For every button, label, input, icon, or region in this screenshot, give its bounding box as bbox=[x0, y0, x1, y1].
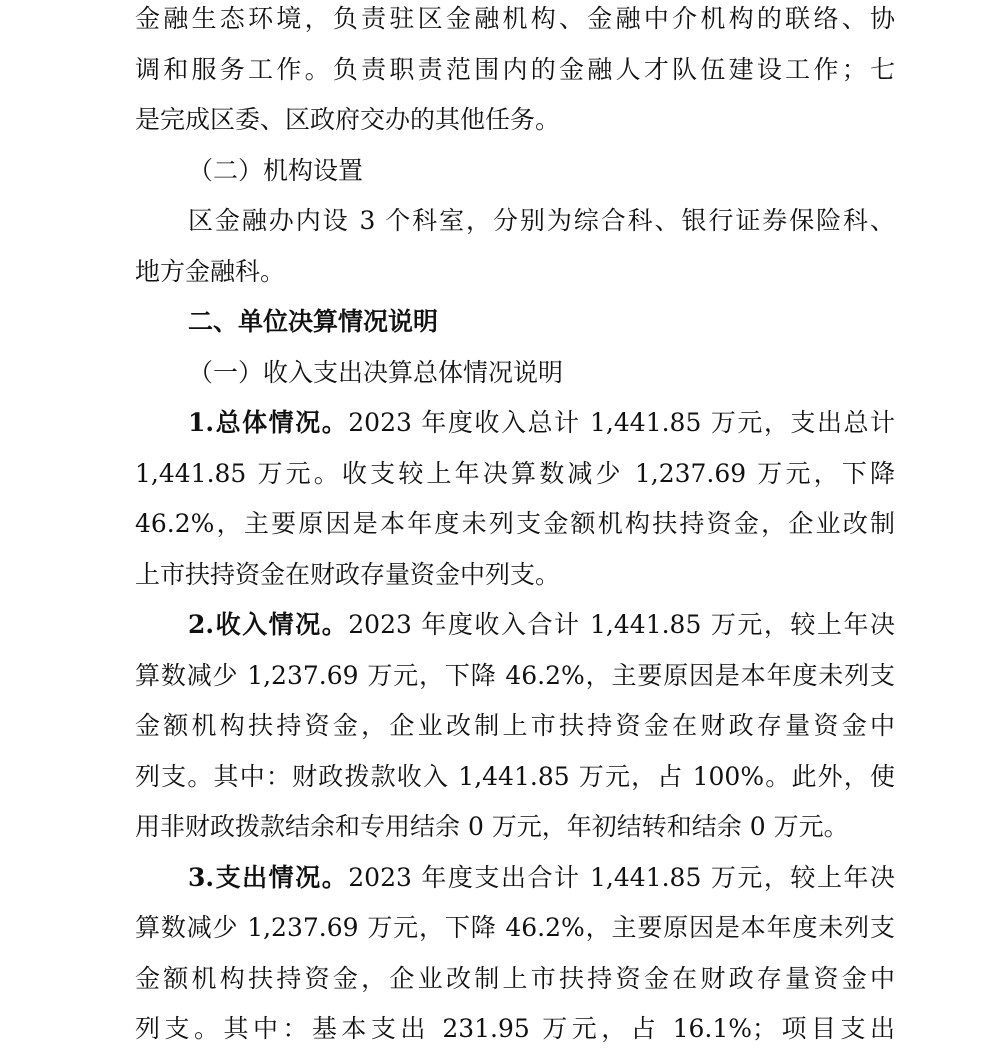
section-heading: （二）机构设置 bbox=[188, 155, 364, 185]
subsection-heading: （一）收入支出决算总体情况说明 bbox=[188, 357, 564, 387]
text-line: 列支。其中：基本支出 231.95 万元，占 16.1%；项目支出 bbox=[135, 1014, 895, 1043]
text-line-content: 2023 年度支出合计 1,441.85 万元，较上年决 bbox=[348, 862, 895, 892]
text-line-content: 2023 年度收入总计 1,441.85 万元，支出总计 bbox=[348, 408, 895, 437]
text-line: 地方金融科。 bbox=[135, 256, 286, 286]
text-line: 调和服务工作。负责职责范围内的金融人才队伍建设工作；七 bbox=[135, 54, 895, 84]
text-line: 算数减少 1,237.69 万元，下降 46.2%，主要原因是本年度未列支 bbox=[135, 660, 895, 690]
text-line: 列支。其中：财政拨款收入 1,441.85 万元，占 100%。此外，使 bbox=[135, 761, 895, 791]
text-line: 金融生态环境，负责驻区金融机构、金融中介机构的联络、协 bbox=[135, 4, 895, 33]
paragraph-expense bbox=[135, 853, 895, 1055]
text-line: 上市扶持资金在财政存量资金中列支。 bbox=[135, 559, 561, 589]
text-line: 金额机构扶持资金，企业改制上市扶持资金在财政存量资金中 bbox=[135, 963, 895, 993]
paragraph-overall bbox=[135, 398, 895, 600]
text-line bbox=[135, 600, 895, 651]
text-line: 用非财政拨款结余和专用结余 0 万元，年初结转和结余 0 万元。 bbox=[135, 812, 849, 841]
text-line bbox=[135, 853, 895, 904]
paragraph-lead: 3.支出情况。 bbox=[188, 862, 349, 892]
text-line-content: 2023 年度收入合计 1,441.85 万元，较上年决 bbox=[348, 610, 895, 639]
text-line: 算数减少 1,237.69 万元，下降 46.2%，主要原因是本年度未列支 bbox=[135, 913, 895, 942]
text-line: 46.2%，主要原因是本年度未列支金额机构扶持资金，企业改制 bbox=[135, 509, 895, 538]
subsection-heading-income-expense bbox=[135, 348, 895, 399]
text-line: 1,441.85 万元。收支较上年决算数减少 1,237.69 万元，下降 bbox=[135, 458, 895, 488]
paragraph-functions-continued bbox=[135, 0, 895, 146]
section-heading-final-accounts bbox=[135, 297, 895, 348]
text-line bbox=[135, 398, 895, 449]
document-page bbox=[135, 0, 895, 1055]
text-line: 是完成区委、区政府交办的其他任务。 bbox=[135, 105, 561, 134]
paragraph-org-setup bbox=[135, 196, 895, 297]
paragraph-income bbox=[135, 600, 895, 853]
paragraph-lead: 2.收入情况。 bbox=[188, 610, 349, 639]
text-line: 区金融办内设 3 个科室，分别为综合科、银行证券保险科、 bbox=[188, 206, 895, 235]
section-heading: 二、单位决算情况说明 bbox=[188, 307, 439, 336]
text-line: 金额机构扶持资金，企业改制上市扶持资金在财政存量资金中 bbox=[135, 711, 895, 740]
section-heading-org-setup bbox=[135, 146, 895, 197]
paragraph-lead: 1.总体情况。 bbox=[188, 408, 349, 437]
